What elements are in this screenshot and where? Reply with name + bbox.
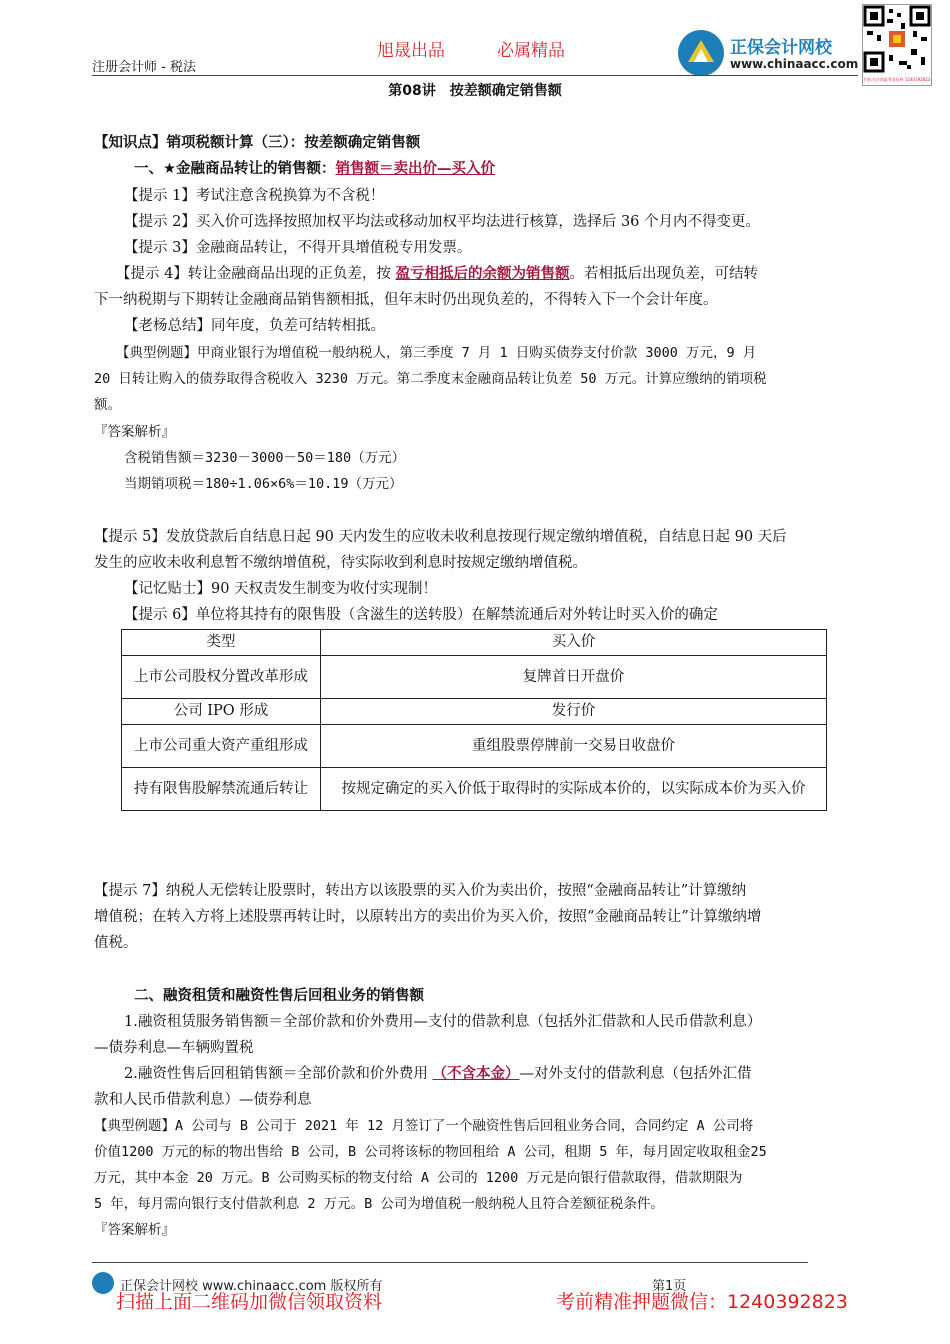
footer-red-right: 考前精准押题微信：1240392823 [556,1291,848,1313]
table-cell: 上市公司股权分置改革形成 [122,656,321,699]
table-cell: 按规定确定的买入价低于取得时的实际成本价的，以实际成本价为买入价 [321,768,827,811]
tip-7-c: 值税。 [94,935,138,951]
example-2-line-c: 万元，其中本金 20 万元。B 公司购买标的物支付给 A 公司的 1200 万元是向银行借款取得，借款期限为 [94,1170,743,1186]
header-red-2: 必属精品 [497,41,565,61]
header-left-title: 注册会计师 - 税法 [92,60,196,75]
section-1-heading [134,160,904,178]
tip-4-highlight: 盈亏相抵后的余额为销售额 [395,266,570,282]
section-2-item-2a-pre: 2.融资性售后回租销售额＝全部价款和价外费用 [124,1066,433,1082]
example-1-line-a: 【典型例题】甲商业银行为增值税一般纳税人，第三季度 7 月 1 日购买债券支付价款 3000 万元，9 月 [116,345,757,361]
header-red-1: 旭晟出品 [377,41,445,61]
table-header-row [122,630,827,656]
table-cell: 上市公司重大资产重组形成 [122,725,321,768]
table-header-type: 类型 [122,630,321,656]
memory-tip: 【记忆贴士】90 天权责发生制变为收付实现制！ [124,581,438,597]
brand-url: www.chinaacc.com [730,57,859,71]
section-1-formula: 销售额＝卖出价—买入价 [335,161,495,177]
footer-page-number: 第1页 [652,1279,687,1294]
table-header-price: 买入价 [321,630,827,656]
section-2-item-2a-post: —对外支付的借款利息（包括外汇借 [519,1066,752,1082]
tip-7-b: 增值税；在转入方将上述股票再转让时，以原转出方的卖出价为买入价，按照“金融商品转让”计算缴纳增 [94,909,762,925]
section-2-item-2a-highlight: （不含本金） [432,1066,520,1082]
tip-4 [116,265,886,283]
answer-label-1: 『答案解析』 [94,424,175,440]
table-cell: 发行价 [321,699,827,725]
tip-4-a: 【提示 4】转让金融商品出现的正负差，按 [116,266,396,282]
table-cell: 持有限售股解禁流通后转让 [122,768,321,811]
section-2-item-1a: 1.融资租赁服务销售额＝全部价款和价外费用—支付的借款利息（包括外汇借款和人民币借款利息） [124,1014,762,1030]
answer-label-2: 『答案解析』 [94,1222,175,1238]
table-row [122,699,827,725]
brand-name: 正保会计网校 [730,38,832,58]
section-2-item-2a [124,1065,894,1083]
table-row [122,768,827,811]
tip-5-b: 发生的应收未收利息暂不缴纳增值税，待实际收到利息时按规定缴纳增值税。 [94,555,587,571]
section-2-heading: 二、融资租赁和融资性售后回租业务的销售额 [134,988,424,1004]
table-cell: 重组股票停牌前一交易日收盘价 [321,725,827,768]
example-2-line-a: 【典型例题】A 公司与 B 公司于 2021 年 12 月签订了一个融资性售后回租业务合同，合同约定 A 公司将 [94,1118,754,1134]
section-2-item-2b: 款和人民币借款利息）—债券利息 [94,1092,312,1108]
kp-title: 【知识点】销项税额计算（三）：按差额确定销售额 [94,135,421,151]
example-2-line-d: 5 年，每月需向银行支付借款利息 2 万元。B 公司为增值税一般纳税人且符合差额征税条件。 [94,1196,664,1212]
teacher-summary: 【老杨总结】同年度，负差可结转相抵。 [124,318,385,334]
tip-5-a: 【提示 5】发放贷款后自结息日起 90 天内发生的应收未收利息按现行规定缴纳增值税，自结息日起 90 天后 [94,529,787,545]
footer-logo-icon [92,1272,114,1294]
footer-brand: 正保会计网校 www.chinaacc.com 版权所有 [120,1279,383,1294]
calc-line-1: 含税销售额＝3230－3000－50＝180（万元） [124,450,406,466]
lecture-title: 第08讲 按差额确定销售额 [388,83,562,99]
tip-4-cont: 下一纳税期与下期转让金融商品销售额相抵，但年末时仍出现负差的，不得转入下一个会计年度。 [94,292,718,308]
tip-3: 【提示 3】金融商品转让，不得开具增值税专用发票。 [124,240,472,256]
footer-rule [92,1262,808,1263]
tip-2: 【提示 2】买入价可选择按照加权平均法或移动加权平均法进行核算，选择后 36 个月内不得变更。 [124,214,760,230]
buy-price-table [121,629,827,811]
example-1-line-b: 20 日转让购入的债券取得含税收入 3230 万元。第二季度末金融商品转让负差 50 万元。计算应缴纳的销项税 [94,371,767,387]
logo-icon [678,30,724,76]
header-rule [92,75,858,76]
section-2-item-1b: —债券利息—车辆购置税 [94,1040,254,1056]
qr-caption: 扫码关注领取考前资料 1240392823 [863,77,931,82]
table-row [122,656,827,699]
qr-code [862,4,932,86]
footer-red-left: 扫描上面二维码加微信领取资料 [116,1291,383,1313]
section-1-prefix: 一、★金融商品转让的销售额： [134,161,336,177]
tip-6: 【提示 6】单位将其持有的限售股（含滋生的送转股）在解禁流通后对外转让时买入价的确定 [124,607,718,623]
tip-1: 【提示 1】考试注意含税换算为不含税！ [124,188,385,204]
tip-7-a: 【提示 7】纳税人无偿转让股票时，转出方以该股票的买入价为卖出价，按照“金融商品转让”计算缴纳 [94,883,747,899]
example-2-line-b: 价值1200 万元的标的物出售给 B 公司，B 公司将该标的物回租给 A 公司，租期 5 年，每月固定收取租金25 [94,1144,767,1160]
calc-line-2: 当期销项税＝180÷1.06×6%＝10.19（万元） [124,476,403,492]
brand-logo [678,30,858,78]
example-1-line-c: 额。 [94,397,121,413]
table-cell: 公司 IPO 形成 [122,699,321,725]
tip-4-b: 。若相抵后出现负差，可结转 [569,266,758,282]
table-cell: 复牌首日开盘价 [321,656,827,699]
table-row [122,725,827,768]
